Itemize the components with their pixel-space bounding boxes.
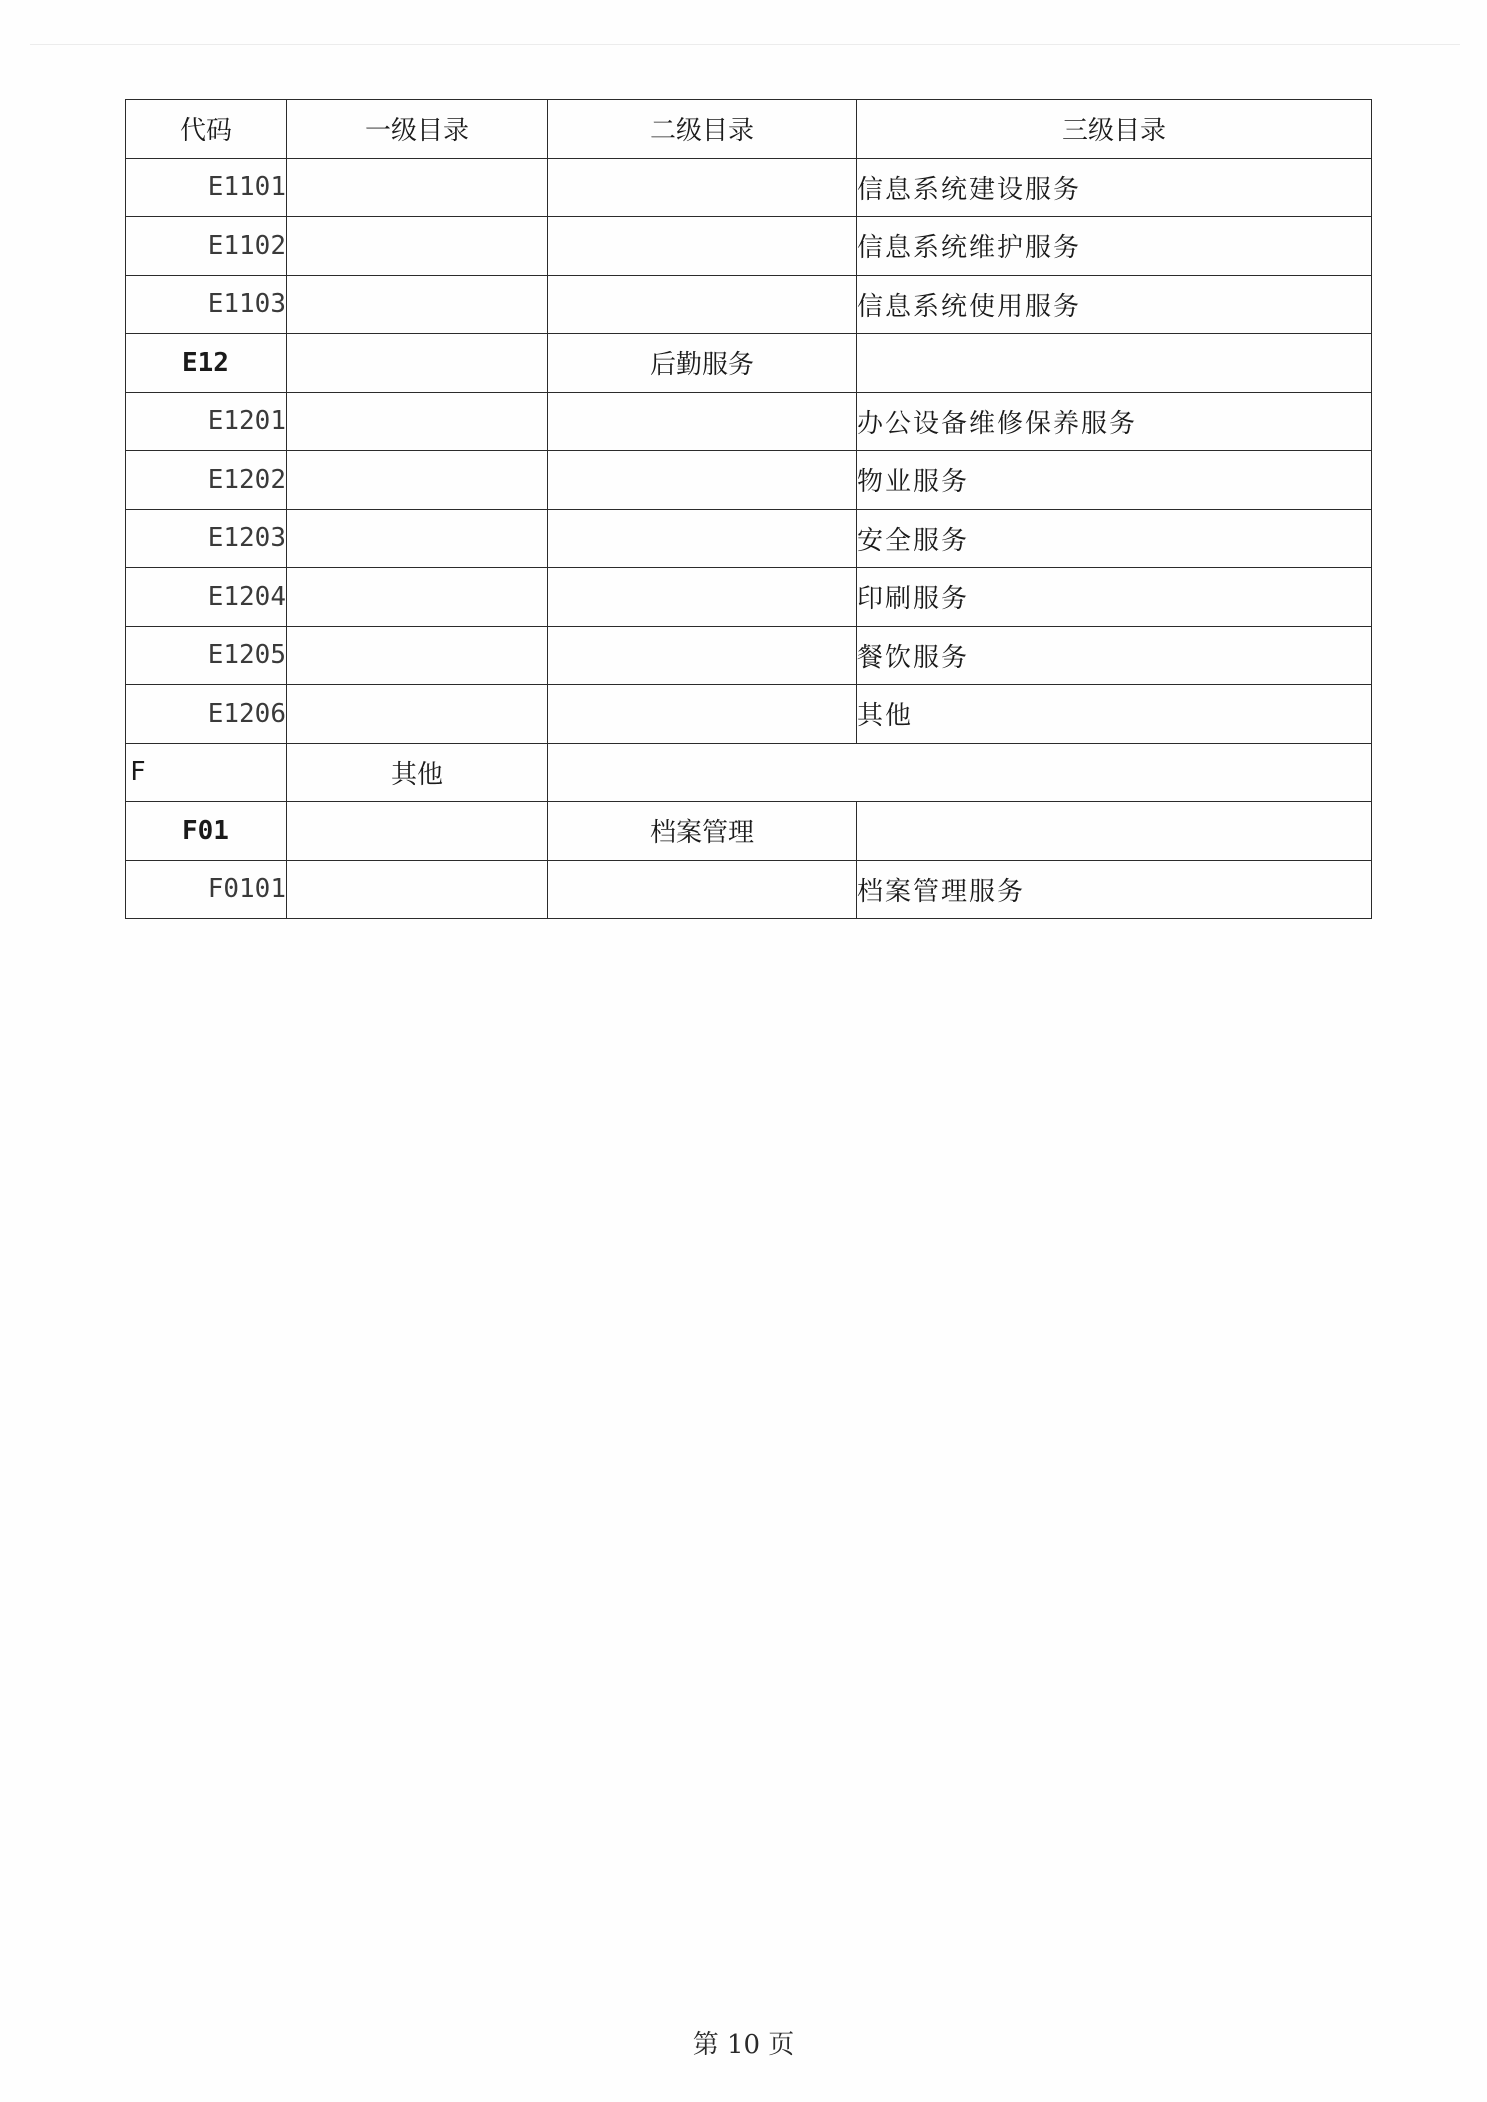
header-level2: 二级目录 (548, 100, 857, 159)
row-level2: 后勤服务 (548, 334, 857, 393)
row-level3 (857, 802, 1372, 861)
row-level1 (287, 158, 548, 217)
catalog-table (125, 99, 1372, 919)
row-level1 (287, 509, 548, 568)
row-level1 (287, 860, 548, 919)
row-level2 (548, 275, 857, 334)
scan-top-rule (30, 44, 1460, 45)
table-row (126, 860, 1372, 919)
row-level1 (287, 568, 548, 627)
row-code: E1103 (126, 275, 287, 334)
row-level1 (287, 334, 548, 393)
row-level1 (287, 626, 548, 685)
row-level3: 档案管理服务 (857, 860, 1372, 919)
row-level2 (548, 451, 857, 510)
table-row (126, 743, 1372, 802)
row-code: E1101 (126, 158, 287, 217)
row-code: E1206 (126, 685, 287, 744)
row-level2 (548, 158, 857, 217)
row-code: F0101 (126, 860, 287, 919)
row-level1 (287, 392, 548, 451)
row-code: F (126, 743, 287, 802)
row-level2 (548, 685, 857, 744)
row-code: E1203 (126, 509, 287, 568)
table-row (126, 626, 1372, 685)
row-level3: 信息系统维护服务 (857, 217, 1372, 276)
table-row (126, 392, 1372, 451)
header-code: 代码 (126, 100, 287, 159)
row-level1: 其他 (287, 743, 548, 802)
row-level1 (287, 802, 548, 861)
row-level1 (287, 685, 548, 744)
row-code: E1205 (126, 626, 287, 685)
row-level2 (548, 860, 857, 919)
row-level3: 印刷服务 (857, 568, 1372, 627)
row-level3: 其他 (857, 685, 1372, 744)
row-level1 (287, 275, 548, 334)
row-code: E1102 (126, 217, 287, 276)
row-level1 (287, 451, 548, 510)
row-level3: 信息系统建设服务 (857, 158, 1372, 217)
row-level2 (548, 392, 857, 451)
table-row (126, 685, 1372, 744)
table-row (126, 217, 1372, 276)
header-level1: 一级目录 (287, 100, 548, 159)
row-code: E1204 (126, 568, 287, 627)
page-number: 第 10 页 (692, 2030, 795, 2060)
table-row (126, 509, 1372, 568)
row-level2 (548, 217, 857, 276)
table-row (126, 568, 1372, 627)
table-row (126, 275, 1372, 334)
table-row (126, 334, 1372, 393)
table-row (126, 158, 1372, 217)
row-level3: 餐饮服务 (857, 626, 1372, 685)
row-level2 (548, 626, 857, 685)
row-level2 (548, 568, 857, 627)
table-row (126, 802, 1372, 861)
row-level3: 安全服务 (857, 509, 1372, 568)
row-level3: 办公设备维修保养服务 (857, 392, 1372, 451)
row-code: E1201 (126, 392, 287, 451)
row-level1 (287, 217, 548, 276)
row-level3: 物业服务 (857, 451, 1372, 510)
row-level2: 档案管理 (548, 802, 857, 861)
row-code: E12 (126, 334, 287, 393)
header-level3: 三级目录 (857, 100, 1372, 159)
row-level2-level3-merged (548, 743, 1372, 802)
header-row (126, 100, 1372, 159)
row-level2 (548, 509, 857, 568)
row-code: E1202 (126, 451, 287, 510)
row-code: F01 (126, 802, 287, 861)
table-row (126, 451, 1372, 510)
row-level3: 信息系统使用服务 (857, 275, 1372, 334)
row-level3 (857, 334, 1372, 393)
